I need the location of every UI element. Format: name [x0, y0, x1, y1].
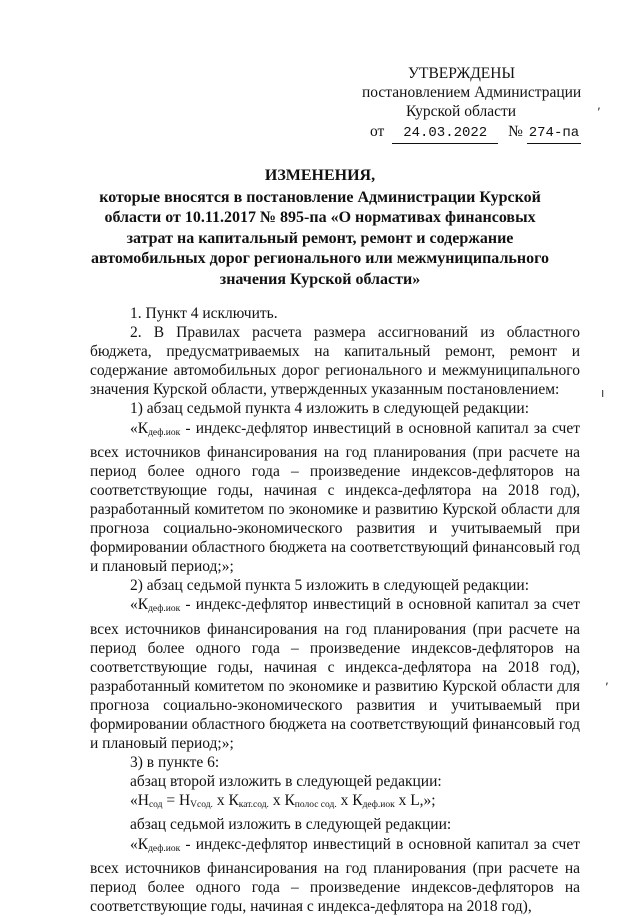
formula	[90, 791, 580, 815]
p4-subscript: деф.иок	[148, 427, 181, 438]
formula-x4: x L,»;	[394, 792, 436, 810]
formula-x3: x К	[336, 792, 363, 810]
p6-open: «К	[130, 596, 149, 614]
formula-eq: = Н	[162, 792, 191, 810]
document-body	[90, 304, 580, 916]
paragraph-4	[90, 419, 580, 577]
paragraph-7: 3) в пункте 6:	[130, 754, 220, 772]
formula-x2: x К	[268, 792, 295, 810]
paragraph-8: абзац второй изложить в следующей редакции:	[130, 773, 442, 791]
approval-line-2: постановлением Администрации	[362, 84, 582, 101]
formula-sub-3: кат.сод.	[238, 800, 269, 811]
formula-sub-4: полос сод.	[294, 800, 337, 811]
paragraph-9: абзац седьмой изложить в следующей редакции:	[130, 816, 452, 834]
title-subtitle: которые вносятся в постановление Администрации Курской области от 10.11.2017 № 895-па «О нормативах финансовых затрат на капитальный ремонт, ремонт и содержание автомобильных дорог регионального или межмуниципального значения Курской области»	[91, 188, 549, 288]
paragraph-1: 1. Пункт 4 исключить.	[130, 305, 278, 322]
p10-rest: - индекс-дефлятор инвестиций в основной капитал за счет всех источников финансирования на год планирования (при расчете на период более одного года – произведение индексов-дефляторов на соответствующие годы, начиная с индекса-дефлятора на 2018 год),	[90, 835, 580, 915]
p4-open: «К	[130, 419, 149, 437]
p6-rest: - индекс-дефлятор инвестиций в основной капитал за счет всех источников финансирования на год планирования (при расчете на период более одного года – произведение индексов-дефляторов на соответствующие годы, начиная с индекса-дефлятора на 2018 год), разработанный комитетом по экономике и развитию Курской области для прогноза социально-экономического развития и учитываемый при формировании областного бюджета на соответствующий финансовый год и плановый период;»;	[90, 596, 580, 753]
p4-rest: - индекс-дефлятор инвестиций в основной капитал за счет всех источников финансирования на год планирования (при расчете на период более одного года – произведение индексов-дефляторов на соответствующие годы, начиная с индекса-дефлятора на 2018 год), разработанный комитетом по экономике и развитию Курской области для прогноза социально-экономического развития и учитываемый при формировании областного бюджета на соответствующий финансовый год и плановый период;»;	[90, 419, 580, 576]
formula-sub-1: сод	[148, 800, 163, 811]
p10-subscript: деф.иок	[148, 843, 181, 854]
p6-subscript: деф.иок	[148, 604, 181, 615]
number-value: 274-па	[527, 124, 581, 144]
formula-open: «Н	[130, 792, 149, 810]
approval-date-line	[362, 122, 612, 144]
number-prefix: №	[508, 123, 523, 140]
p10-open: «К	[130, 835, 149, 853]
document-title	[80, 166, 560, 290]
scan-speck-1: ,	[597, 98, 601, 112]
paragraph-2: 2. В Правилах расчета размера ассигнований из областного бюджета, предусматриваемых на капитальный ремонт, ремонт и содержание автомобильных дорог регионального и межмуниципального значения Курской области, утвержденных указанным постановлением:	[90, 324, 580, 399]
formula-x1: x К	[212, 792, 239, 810]
scan-speck-3: ,	[605, 673, 609, 687]
formula-sub-2: Vсод.	[190, 800, 213, 811]
approval-block	[362, 64, 612, 144]
formula-sub-5: деф.иок	[362, 800, 395, 811]
paragraph-5: 2) абзац седьмой пункта 5 изложить в следующей редакции:	[130, 577, 529, 595]
paragraph-10	[90, 835, 580, 916]
date-prefix: от	[370, 123, 385, 140]
paragraph-3: 1) абзац седьмой пункта 4 изложить в следующей редакции:	[130, 400, 529, 418]
paragraph-6	[90, 595, 580, 753]
approval-heading: УТВЕРЖДЕНЫ	[408, 65, 515, 82]
date-value: 24.03.2022	[392, 124, 498, 144]
approval-line-3: Курской области	[406, 103, 517, 120]
title-heading: ИЗМЕНЕНИЯ,	[264, 167, 376, 184]
scan-speck-2: ı	[601, 386, 605, 400]
